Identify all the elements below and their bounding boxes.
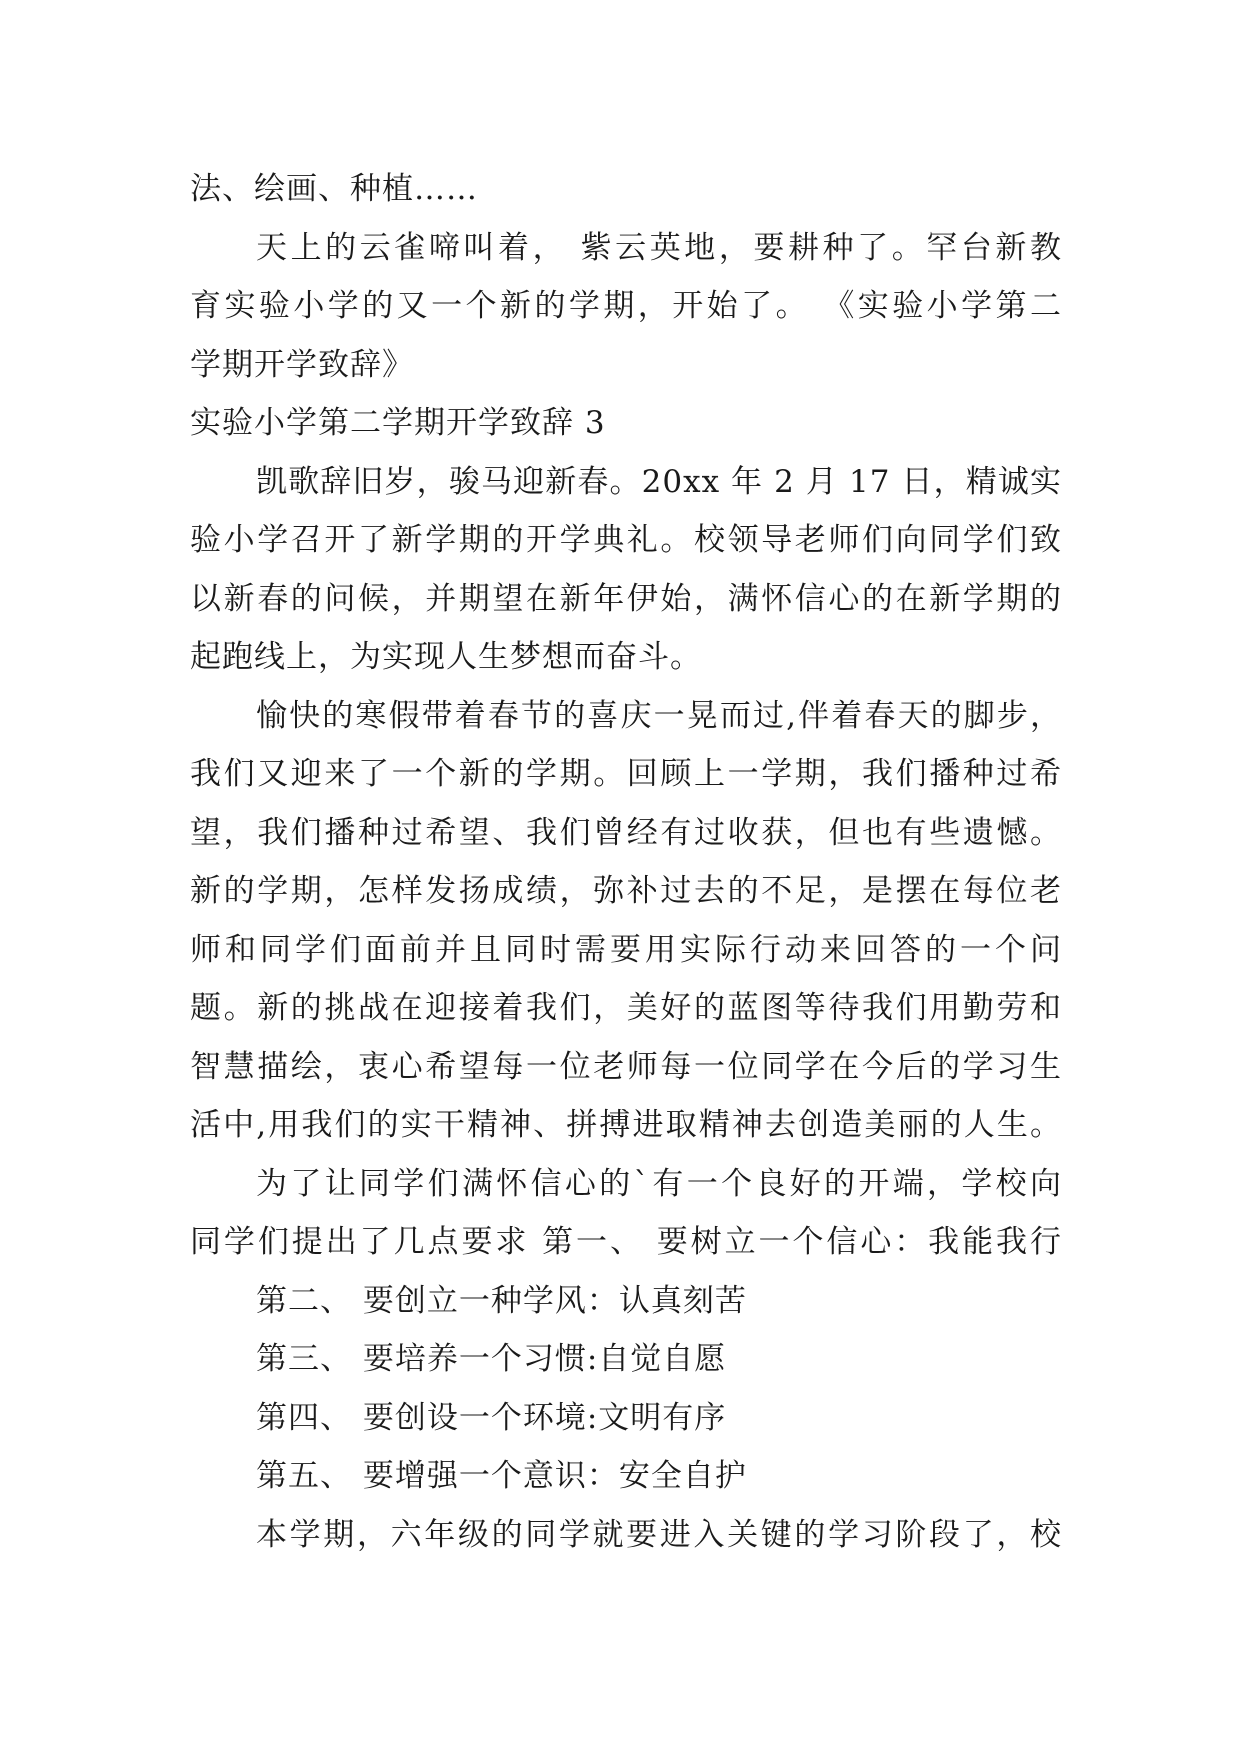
text-line: 第五、 要增强一个意识：安全自护 xyxy=(256,1458,747,1494)
text-line: 望，我们播种过希望、我们曾经有过收获，但也有些遗憾。 xyxy=(190,814,1062,851)
document-body xyxy=(190,160,1062,1564)
text-line: 新的学期，怎样发扬成绩，弥补过去的不足，是摆在每位老 xyxy=(190,873,1062,909)
text-line: 第四、 要创设一个环境:文明有序 xyxy=(256,1399,727,1436)
text-line: 本学期，六年级的同学就要进入关键的学习阶段了，校 xyxy=(256,1516,1062,1553)
text-line: 天上的云雀啼叫着， 紫云英地，要耕种了。罕台新教 xyxy=(256,229,1062,266)
text-line: 第三、 要培养一个习惯:自觉自愿 xyxy=(256,1341,727,1377)
text-line: 第二、 要创立一种学风：认真刻苦 xyxy=(256,1282,747,1319)
text-line: 为了让同学们满怀信心的`有一个良好的开端，学校向 xyxy=(256,1165,1062,1202)
text-line: 法、绘画、种植…… xyxy=(190,171,478,207)
text-line: 同学们提出了几点要求 第一、 要树立一个信心：我能我行 xyxy=(190,1224,1062,1260)
text-line: 题。新的挑战在迎接着我们，美好的蓝图等待我们用勤劳和 xyxy=(190,990,1062,1026)
text-line: 验小学召开了新学期的开学典礼。校领导老师们向同学们致 xyxy=(190,522,1062,558)
text-line: 起跑线上，为实现人生梦想而奋斗。 xyxy=(190,639,702,675)
text-line: 师和同学们面前并且同时需要用实际行动来回答的一个问 xyxy=(190,931,1062,968)
text-line: 育实验小学的又一个新的学期，开始了。 《实验小学第二 xyxy=(190,288,1062,324)
text-line: 凯歌辞旧岁，骏马迎新春。20xx 年 2 月 17 日，精诚实 xyxy=(256,463,1062,500)
text-line: 以新春的问候，并期望在新年伊始，满怀信心的在新学期的 xyxy=(190,580,1062,617)
text-line: 我们又迎来了一个新的学期。回顾上一学期，我们播种过希 xyxy=(190,756,1062,792)
text-line: 智慧描绘，衷心希望每一位老师每一位同学在今后的学习生 xyxy=(190,1048,1062,1085)
text-line: 学期开学致辞》 xyxy=(190,346,414,383)
text-line: 活中,用我们的实干精神、拼搏进取精神去创造美丽的人生。 xyxy=(190,1107,1062,1143)
text-line: 愉快的寒假带着春节的喜庆一晃而过,伴着春天的脚步， xyxy=(256,697,1062,734)
text-line: 实验小学第二学期开学致辞 3 xyxy=(190,405,606,441)
